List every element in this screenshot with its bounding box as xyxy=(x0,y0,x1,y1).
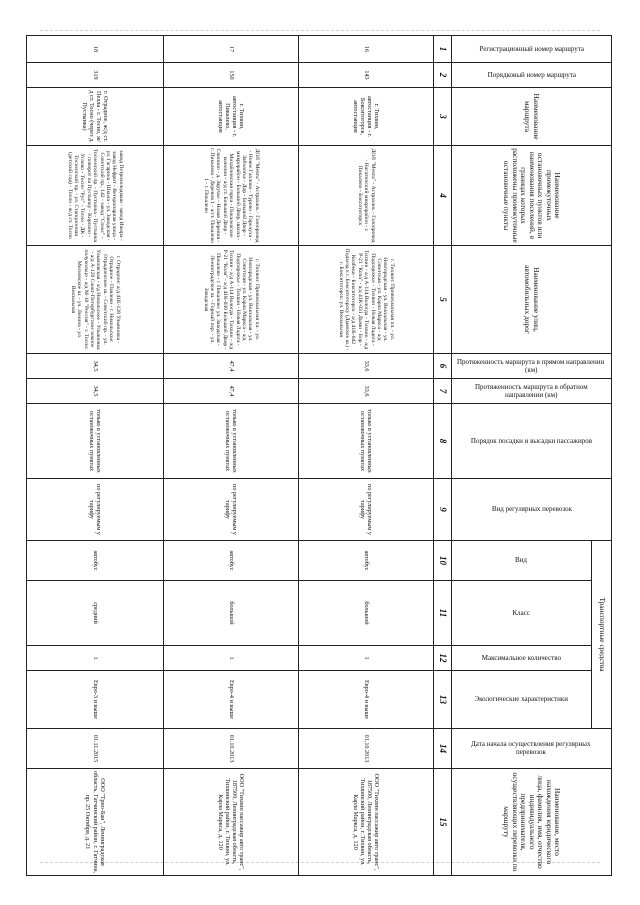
cell-veh-max: 1 xyxy=(27,646,164,671)
cell-carrier: ООО "Тихвин пассажир авто транс", 187500, Ленинградская область, Тихвинский район, г. Тихвин, ул. Карла Маркса, д. 120 xyxy=(164,769,299,876)
cell-boarding: только в установленных остановочных пунктах xyxy=(164,404,299,479)
table-row xyxy=(164,36,299,876)
cell-reg: 17 xyxy=(164,36,299,63)
cell-len-back: 33,6 xyxy=(299,379,434,404)
cell-name: г. Отрадное, ж/д ст. Пелла - г. Тосно, ж/д ст. Тосно (через д. Пустынка) xyxy=(27,88,164,146)
cell-start: 01.11.2015 xyxy=(27,729,164,769)
cell-reg: 16 xyxy=(299,36,434,63)
cell-kind: по регулируемым у тарифу xyxy=(299,479,434,541)
col-num-7: 7 xyxy=(434,379,452,404)
header-veh-class: Класс xyxy=(452,581,592,646)
cell-stops: завод Петрохолодмаш - завод Ижора - завод Нефрит - Ветеринарная улица - ул. Гагарина - Школа - ул. Заводская - Советский пр., 142 - завод "Спекс" - Тосненский пр. - Пустынка - Пустынка - поворот на Пустынку - Кирсино - Углово - Тосно "Рус" - Тосно - ДК - Тосненский пр. - ул. Станционная (детский сад) - Тосно - ж/д ст. Тосно xyxy=(27,146,164,246)
cell-veh-type: автобус xyxy=(164,541,299,581)
cell-kind: по регулируемым у тарифу xyxy=(164,479,299,541)
cell-name: г. Тихвин, автостанция - г. Пикалево, автостанция xyxy=(164,88,299,146)
col-num-13: 13 xyxy=(434,671,452,729)
header-order: Порядковый номер маршрута xyxy=(452,63,612,88)
header-veh-max: Максимальное количество xyxy=(452,646,592,671)
header-veh-type: Вид xyxy=(452,541,592,581)
cell-roads: г. Тихвин: Привокзальная пл. - ул. Новгородская - ул. Вокзальная - ул. Советская - ул. Карла Маркса - а/д Подпорожье - Тихвин - Новая Ладога - Тихвин - а/д А-114 Вологда - Тихвин - а/д Р-21 "Кола" - а/д 41К-031 Дыми - Бор - Колбеки - Бокситогорск - а/д 41К-042 Подъезд к г. Бокситогорску (Дымское ш.) - г. Бокситогорск: ул. Вокзальная xyxy=(299,246,434,354)
cell-carrier: ООО "Тихвин пассажир авто транс", 187500, Ленинградская область, Тихвинский район, г. Тихвин, ул. Карла Маркса, д. 120 xyxy=(299,769,434,876)
col-num-9: 9 xyxy=(434,479,452,541)
cell-name: г. Тихвин, автостанция - г. Бокситогорск, автостанция xyxy=(299,88,434,146)
col-num-11: 11 xyxy=(434,581,452,646)
cell-start: 01.10.2013 xyxy=(164,729,299,769)
col-num-4: 4 xyxy=(434,146,452,246)
cell-len-fwd: 47,4 xyxy=(164,354,299,379)
cell-reg: 18 xyxy=(27,36,164,63)
cell-veh-class: средний xyxy=(27,581,164,646)
col-num-12: 12 xyxy=(434,646,452,671)
col-num-10: 10 xyxy=(434,541,452,581)
header-len-back: Протяженность маршрута в обратном направлении (км) xyxy=(452,379,612,404)
table-row xyxy=(27,36,164,876)
header-name: Наименование маршрута xyxy=(452,88,612,146)
cell-len-back: 47,4 xyxy=(164,379,299,404)
col-num-1: 1 xyxy=(434,36,452,63)
header-start: Дата начала осуществления регулярных перевозок xyxy=(452,729,612,769)
top-dashed-line xyxy=(40,30,600,31)
cell-stops: ДОЛ "Мечта" - Астрахань - Газопровод - Новое Гаплово - Турово - Горелуха - Заболотье - Дор - Большой Двор - микрорайон - Большой Двор, школа - Михайловская горка - Пикалевские колонии - а/д ст. Большой Двор - Свинино - д. Заручье - Новая Деревня - г. Пикалево - Деревня 1 - а/ст. Пикалево 1 - г. Пикалево xyxy=(164,146,299,246)
cell-veh-type: автобус xyxy=(299,541,434,581)
cell-veh-max: 1 xyxy=(299,646,434,671)
cell-kind: по регулируемым у тарифу xyxy=(27,479,164,541)
cell-order: 143 xyxy=(299,63,434,88)
col-num-3: 3 xyxy=(434,88,452,146)
col-num-14: 14 xyxy=(434,729,452,769)
col-num-8: 8 xyxy=(434,404,452,479)
cell-order: 319 xyxy=(27,63,164,88)
header-row-1 xyxy=(592,36,612,876)
cell-len-back: 34,5 xyxy=(27,379,164,404)
cell-roads: г. Тихвин: Привокзальная пл. - ул. Новгородская - ул. Вокзальная - ул. Советская - ул. Карла Маркса - а/д Подпорожье - Тихвин - Новая Ладога - Тихвин - а/д А-114 Вологда - Тихвин - а/д Р-21 "Кола" - а/д 41К-030 Большой Двор - Пикалево - г. Пикалево: ул. Заводская - Ленинградское ш. - Горный пер. - ул. Заводская xyxy=(164,246,299,354)
cell-veh-type: автобус xyxy=(27,541,164,581)
rotated-table-wrapper xyxy=(27,35,612,875)
col-num-5: 5 xyxy=(434,246,452,354)
header-vehicles: Транспортные средства xyxy=(592,541,612,729)
cell-veh-class: большой xyxy=(299,581,434,646)
header-stops: Наименование промежуточных остановочных пунктов или наименования поселений, в границах которых расположены промежуточные остановочные пункты xyxy=(452,146,612,246)
cell-veh-class: большой xyxy=(164,581,299,646)
header-reg: Регистрационный номер маршрута xyxy=(452,36,612,63)
cell-eco: Евро-3 и выше xyxy=(27,671,164,729)
cell-roads: г. Отрадное: а/д 41К-128 Ульяновка - Отрадное - Павлово - г. Никольское: Отрадненское ш. - Советский пр. - ул. Ульяновская - а/д Никольское - Ульяновка - а/д А-120 Санкт-Петербургское южное полукольцо - а/д М-10 "Россия" - г. Тосно: Московское ш. - ул. Ленина - ул. Вокзальная xyxy=(27,246,164,354)
cell-boarding: только в установленных остановочных пунктах xyxy=(299,404,434,479)
header-roads: Наименование улиц, автомобильных дорог xyxy=(452,246,612,354)
cell-start: 01.10.2013 xyxy=(299,729,434,769)
header-kind: Вид регулярных перевозок xyxy=(452,479,612,541)
cell-veh-max: 1 xyxy=(164,646,299,671)
cell-carrier: ООО "Трио-Бан", Ленинградская область, Гатчинский район, г. Гатчина, пр. 25 Октября, д. 21 xyxy=(27,769,164,876)
header-eco: Экологические характеристики xyxy=(452,671,592,729)
header-len-fwd: Протяженность маршрута в прямом направлении (км) xyxy=(452,354,612,379)
cell-eco: Евро-4 и выше xyxy=(299,671,434,729)
header-boarding: Порядок посадки и высадки пассажиров xyxy=(452,404,612,479)
cell-order: 150 xyxy=(164,63,299,88)
column-number-row xyxy=(434,36,452,876)
table-row xyxy=(299,36,434,876)
col-num-15: 15 xyxy=(434,769,452,876)
cell-eco: Евро-4 и выше xyxy=(164,671,299,729)
cell-stops: ДОЛ "Мечта" - Астрахань - Газопровод - Нагатинский микрорайон - г. Пикалево - Бокситогорск xyxy=(299,146,434,246)
col-num-2: 2 xyxy=(434,63,452,88)
col-num-6: 6 xyxy=(434,354,452,379)
routes-table xyxy=(26,35,612,876)
cell-len-fwd: 33,6 xyxy=(299,354,434,379)
header-carrier: Наименование, место нахождения юридического лица, фамилия, имя, отчество индивидуального предпринимателя, осуществляющих перевозки по маршруту xyxy=(452,769,612,876)
cell-boarding: только в установленных остановочных пунктах xyxy=(27,404,164,479)
cell-len-fwd: 34,5 xyxy=(27,354,164,379)
